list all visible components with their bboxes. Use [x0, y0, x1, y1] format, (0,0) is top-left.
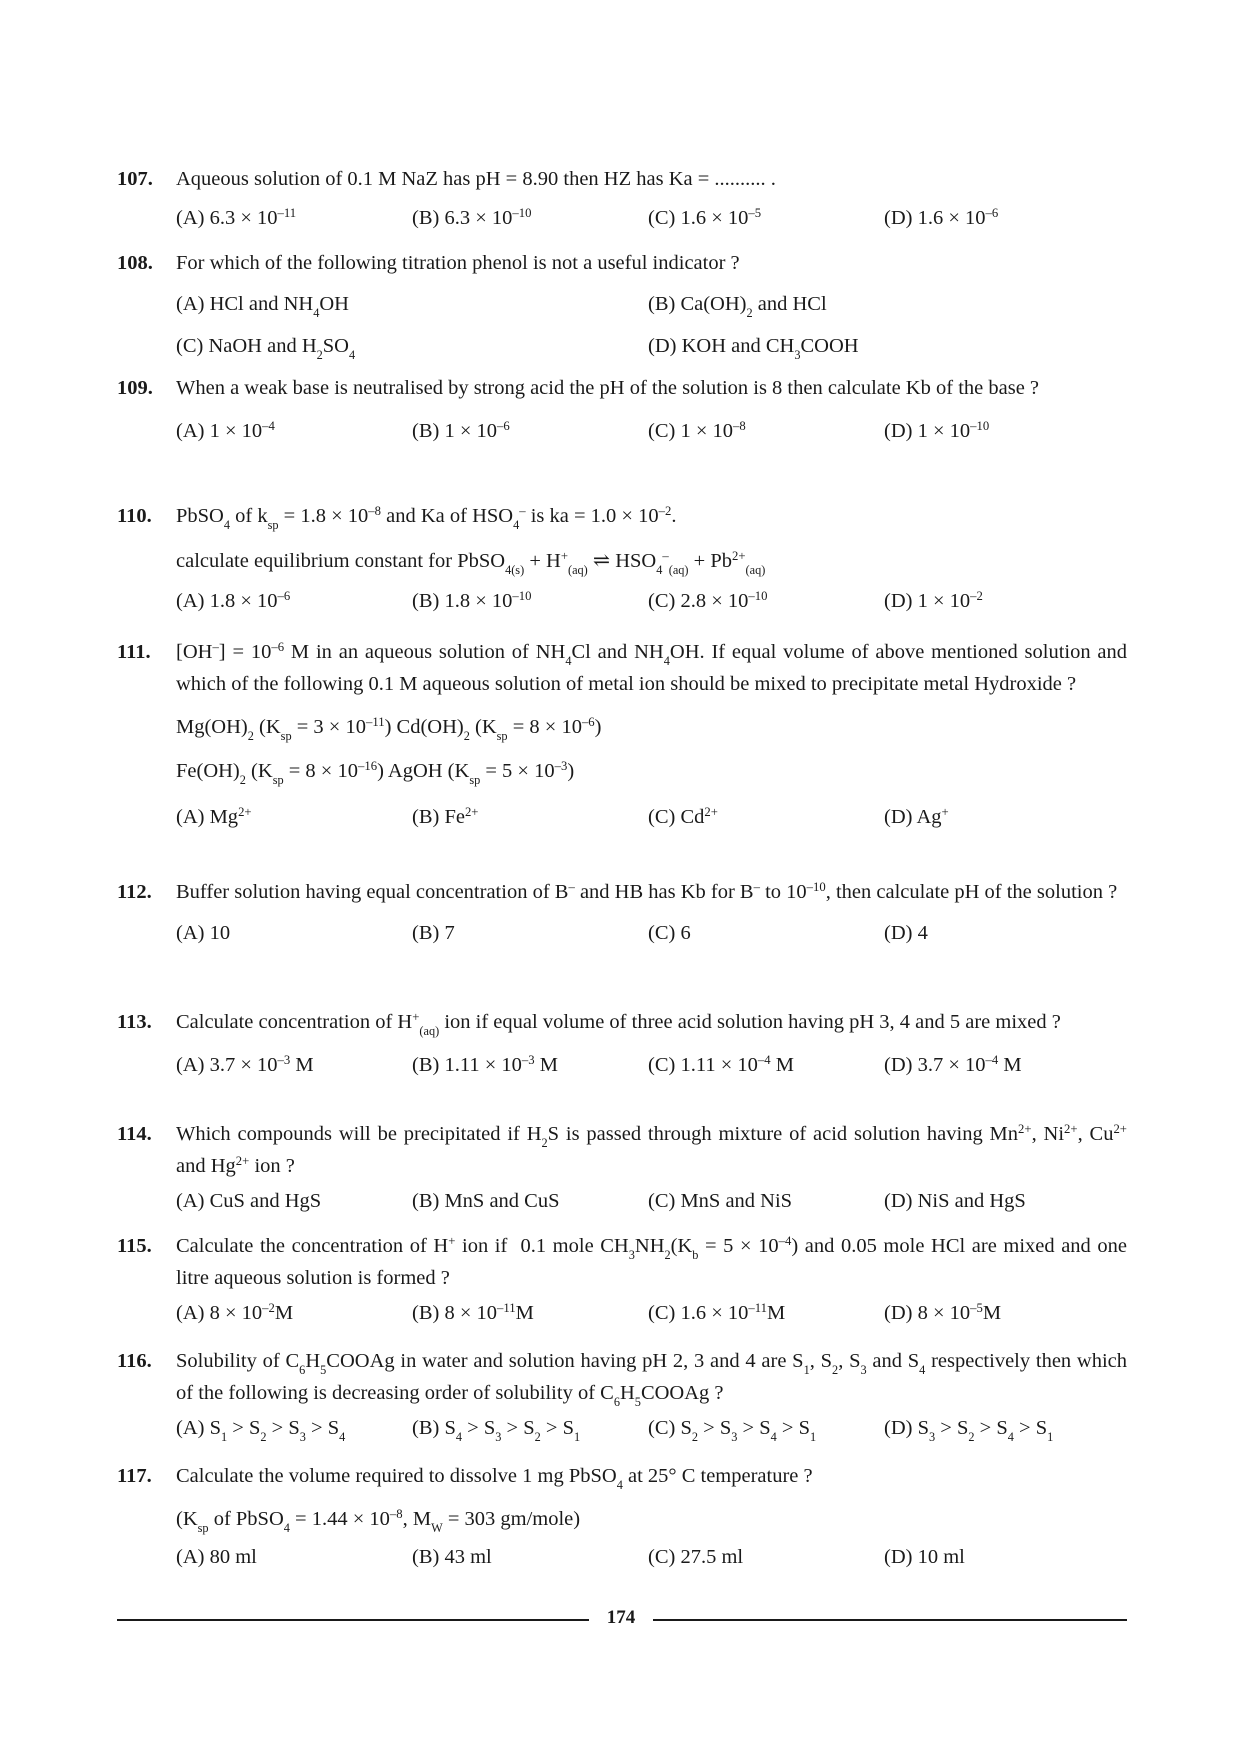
- options-row: [176, 1540, 1127, 1574]
- options-row: [176, 584, 1127, 618]
- question-115: [117, 1230, 1127, 1330]
- options-row: [176, 414, 1127, 448]
- option-b: (B) 43 ml: [412, 1546, 492, 1568]
- option-d: (D) KOH and $CH_3COOH$: [648, 335, 859, 362]
- equilibrium-line: calculate equilibrium constant for PbSO$_{4(s)}$ + $H^+_{(aq)}$ ⇌ $HSO_4^-_{(aq)} + Pb^{2+}_{(aq)}$: [176, 549, 766, 577]
- option-c: (C) $1.6 \times 10^{-5}$: [648, 206, 762, 229]
- question-number: 115.: [117, 1235, 152, 1257]
- question-number: 117.: [117, 1465, 152, 1487]
- question-number: 108.: [117, 252, 153, 274]
- option-b: (B) $Ca(OH)_2$ and HCl: [648, 293, 827, 320]
- given-data-line: ($K_{sp}$ of PbSO$_4$ = $1.44 \times 10^{-8}$, $M_W = 303$ gm/mole): [176, 1507, 581, 1535]
- question-text: Calculate the concentration of H+ ion if 0.1 mole $CH_3NH_2(K_b = 5 \times 10^{-4})$ and 0.05 mole HCl are mixed and one litre aqueous solution is formed ?: [176, 1234, 1127, 1289]
- question-109: [117, 372, 1127, 448]
- option-d: (D) $1 \times 10^{-10}$: [884, 419, 990, 442]
- option-b: (B) $6.3 \times 10^{-10}$: [412, 206, 532, 229]
- question-text: $[OH^-] = 10^{-6}$ M in an aqueous solution of $NH_4Cl$ and $NH_4OH$. If equal volume of above mentioned solution and which of the following 0.1 M aqueous solution of metal ion should be mixed to precipitate metal Hydroxide ?: [176, 640, 1128, 695]
- page-number: 174: [606, 1607, 636, 1628]
- option-a: (A) HCl and $NH_4OH$: [176, 293, 349, 320]
- option-c: (C) $2.8 \times 10^{-10}$: [648, 589, 768, 612]
- option-d: (D) 4: [884, 922, 928, 944]
- question-text: Calculate the volume required to dissolve 1 mg PbSO$_4$ at 25° C temperature ?: [176, 1465, 813, 1492]
- question-text: Aqueous solution of 0.1 M NaZ has pH = 8.90 then HZ has Ka = .......... .: [176, 168, 776, 190]
- option-b: (B) 7: [412, 922, 455, 944]
- options-row: [176, 1411, 1127, 1445]
- question-116: [117, 1345, 1127, 1445]
- option-d: (D) $1.6 \times 10^{-6}$: [884, 206, 999, 229]
- option-b: (B) $1 \times 10^{-6}$: [412, 419, 510, 442]
- option-c: (C) 6: [648, 922, 691, 944]
- question-114: [117, 1118, 1127, 1218]
- question-text: Buffer solution having equal concentration of B– and HB has Kb for B– to $10^{-10}$, then calculate pH of the solution ?: [176, 880, 1118, 903]
- option-c: (C) $1.11 \times 10^{-4}$ M: [648, 1053, 794, 1076]
- question-110: [117, 500, 1127, 618]
- option-d: (D) $1 \times 10^{-2}$: [884, 589, 983, 612]
- option-c: (C) 27.5 ml: [648, 1546, 744, 1568]
- option-b: (B) MnS and CuS: [412, 1190, 560, 1212]
- question-text: When a weak base is neutralised by strong acid the pH of the solution is 8 then calculate Kb of the base ?: [176, 377, 1040, 399]
- question-number: 111.: [117, 641, 151, 663]
- question-111: [117, 636, 1127, 834]
- option-a: (A) $8 \times 10^{-2}M$: [176, 1301, 294, 1324]
- question-text: Solubility of $C_6H_5COOAg$ in water and solution having pH 2, 3 and 4 are $S_1$, $S_2$, $S_3$ and $S_4$ respectively then which of the following is decreasing order of solubility of $C_6H_5COOAg$ ?: [176, 1350, 1128, 1409]
- options-row: [176, 201, 1127, 235]
- option-a: (A) $1.8 \times 10^{-6}$: [176, 589, 291, 612]
- option-d: (D) $3.7 \times 10^{-4}$ M: [884, 1053, 1022, 1076]
- question-number: 112.: [117, 881, 152, 903]
- option-c: (C) $1 \times 10^{-8}$: [648, 419, 746, 442]
- question-number: 110.: [117, 505, 152, 527]
- footer-rule-right: [653, 1619, 1127, 1621]
- option-c: (C) NaOH and $H_2SO_4$: [176, 335, 356, 362]
- option-c: (C) $S_2 > S_3 > S_4 > S_1$: [648, 1417, 817, 1444]
- page-footer: [117, 1605, 1127, 1635]
- option-a: (A) $1 \times 10^{-4}$: [176, 419, 275, 442]
- option-b: (B) $8 \times 10^{-11}M$: [412, 1301, 534, 1324]
- option-b: (B) $1.11 \times 10^{-3}$ M: [412, 1053, 558, 1076]
- question-117: [117, 1460, 1127, 1574]
- question-text: Which compounds will be precipitated if $H_2S$ is passed through mixture of acid solution having $Mn^{2+}$, $Ni^{2+}$, $Cu^{2+}$ and $Hg^{2+}$ ion ?: [176, 1122, 1127, 1177]
- options-row: [176, 1184, 1127, 1218]
- option-a: (A) $S_1 > S_2 > S_3 > S_4$: [176, 1417, 346, 1444]
- question-number: 114.: [117, 1123, 152, 1145]
- option-b: (B) $Fe^{2+}$: [412, 805, 479, 828]
- question-text: For which of the following titration phenol is not a useful indicator ?: [176, 252, 740, 274]
- footer-rule-left: [117, 1619, 589, 1621]
- question-text: PbSO$_4$ of $k_{sp} = 1.8 \times 10^{-8}$ and Ka of $HSO_4^-$ is ka = $1.0 \times 10^{-2}$.: [176, 504, 677, 532]
- option-d: (D) Ag+: [884, 805, 949, 828]
- question-108: [117, 247, 1127, 363]
- question-number: 109.: [117, 377, 153, 399]
- option-a: (A) $6.3 \times 10^{-11}$: [176, 206, 297, 229]
- question-number: 113.: [117, 1011, 152, 1033]
- ksp-line-1: $Mg(OH)_2$ $(K_{sp} = 3 \times 10^{-11})$ $Cd(OH)_2$ $(K_{sp} = 8 \times 10^{-6})$: [176, 715, 602, 743]
- question-number: 107.: [117, 168, 153, 190]
- options-row: [176, 1296, 1127, 1330]
- option-c: (C) MnS and NiS: [648, 1190, 793, 1212]
- question-107: [117, 163, 1127, 235]
- option-d: (D) $S_3 > S_2 > S_4 > S_1$: [884, 1417, 1054, 1444]
- options-row: [176, 916, 1127, 950]
- option-a: (A) 10: [176, 922, 231, 944]
- option-b: (B) $1.8 \times 10^{-10}$: [412, 589, 532, 612]
- option-a: (A) $3.7 \times 10^{-3}$ M: [176, 1053, 314, 1076]
- option-a: (A) 80 ml: [176, 1546, 257, 1568]
- question-text: Calculate concentration of $H^+_{(aq)}$ ion if equal volume of three acid solution having pH 3, 4 and 5 are mixed ?: [176, 1010, 1061, 1038]
- option-a: (A) CuS and HgS: [176, 1190, 322, 1212]
- options-row: [176, 800, 1127, 834]
- options-row: [176, 287, 1127, 321]
- question-number: 116.: [117, 1350, 152, 1372]
- option-d: (D) NiS and HgS: [884, 1190, 1026, 1212]
- option-c: (C) $Cd^{2+}$: [648, 805, 718, 828]
- option-a: (A) $Mg^{2+}$: [176, 805, 252, 828]
- ksp-line-2: $Fe(OH)_2$ $(K_{sp} = 8 \times 10^{-16})$ AgOH $(K_{sp} = 5 \times 10^{-3})$: [176, 759, 575, 787]
- options-row: [176, 329, 1127, 363]
- question-113: [117, 1006, 1127, 1082]
- option-d: (D) 10 ml: [884, 1546, 965, 1568]
- option-b: (B) $S_4 > S_3 > S_2 > S_1$: [412, 1417, 581, 1444]
- option-d: (D) $8 \times 10^{-5}M$: [884, 1301, 1002, 1324]
- options-row: [176, 1048, 1127, 1082]
- option-c: (C) $1.6 \times 10^{-11}M$: [648, 1301, 786, 1324]
- question-112: [117, 876, 1127, 950]
